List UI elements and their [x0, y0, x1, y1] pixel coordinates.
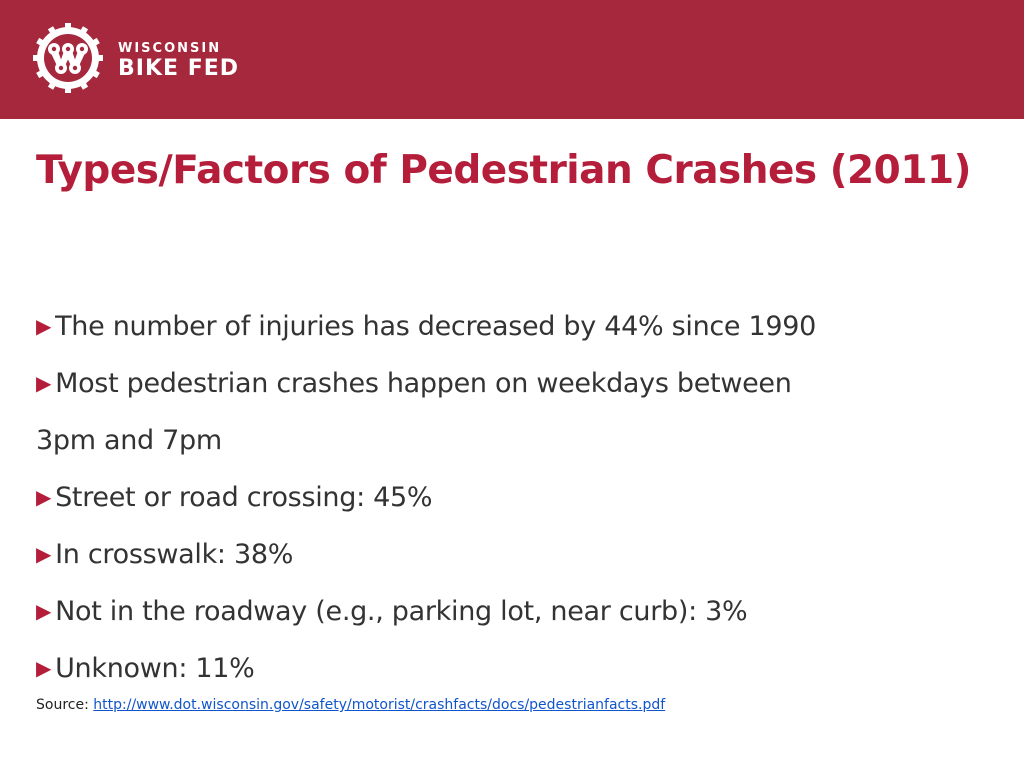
bullet-text: Most pedestrian crashes happen on weekdays between	[55, 368, 792, 399]
bullet-arrow-icon: ▶	[36, 656, 52, 680]
bullet-text: The number of injuries has decreased by 44% since 1990	[55, 311, 817, 342]
bullet-text: In crosswalk: 38%	[55, 539, 294, 570]
bullet-list	[36, 298, 996, 697]
source-citation	[36, 697, 665, 713]
bullet-text: Street or road crossing: 45%	[55, 482, 433, 513]
bullet-arrow-icon: ▶	[36, 599, 52, 623]
bullet-continuation: 3pm and 7pm	[36, 425, 222, 456]
bullet-item	[36, 469, 996, 526]
bullet-item	[36, 355, 996, 412]
brand-top-text: WISCONSIN	[118, 41, 222, 56]
slide-title: Types/Factors of Pedestrian Crashes (2011)	[36, 148, 971, 193]
brand-bottom-text: BIKE FED	[118, 56, 240, 81]
bullet-item	[36, 526, 996, 583]
bullet-text: Not in the roadway (e.g., parking lot, near curb): 3%	[55, 596, 748, 627]
bullet-item	[36, 583, 996, 640]
bike-fed-logo-icon	[33, 23, 103, 93]
bullet-item	[36, 640, 996, 697]
bullet-arrow-icon: ▶	[36, 371, 52, 395]
brand-wordmark	[118, 42, 239, 80]
bullet-arrow-icon: ▶	[36, 485, 52, 509]
bullet-text: Unknown: 11%	[55, 653, 255, 684]
source-label: Source:	[36, 697, 89, 713]
source-link[interactable]: http://www.dot.wisconsin.gov/safety/motorist/crashfacts/docs/pedestrianfacts.pdf	[93, 697, 666, 713]
bullet-item	[36, 298, 996, 355]
header-bar	[0, 0, 1024, 119]
bullet-arrow-icon: ▶	[36, 542, 52, 566]
bullet-arrow-icon: ▶	[36, 314, 52, 338]
